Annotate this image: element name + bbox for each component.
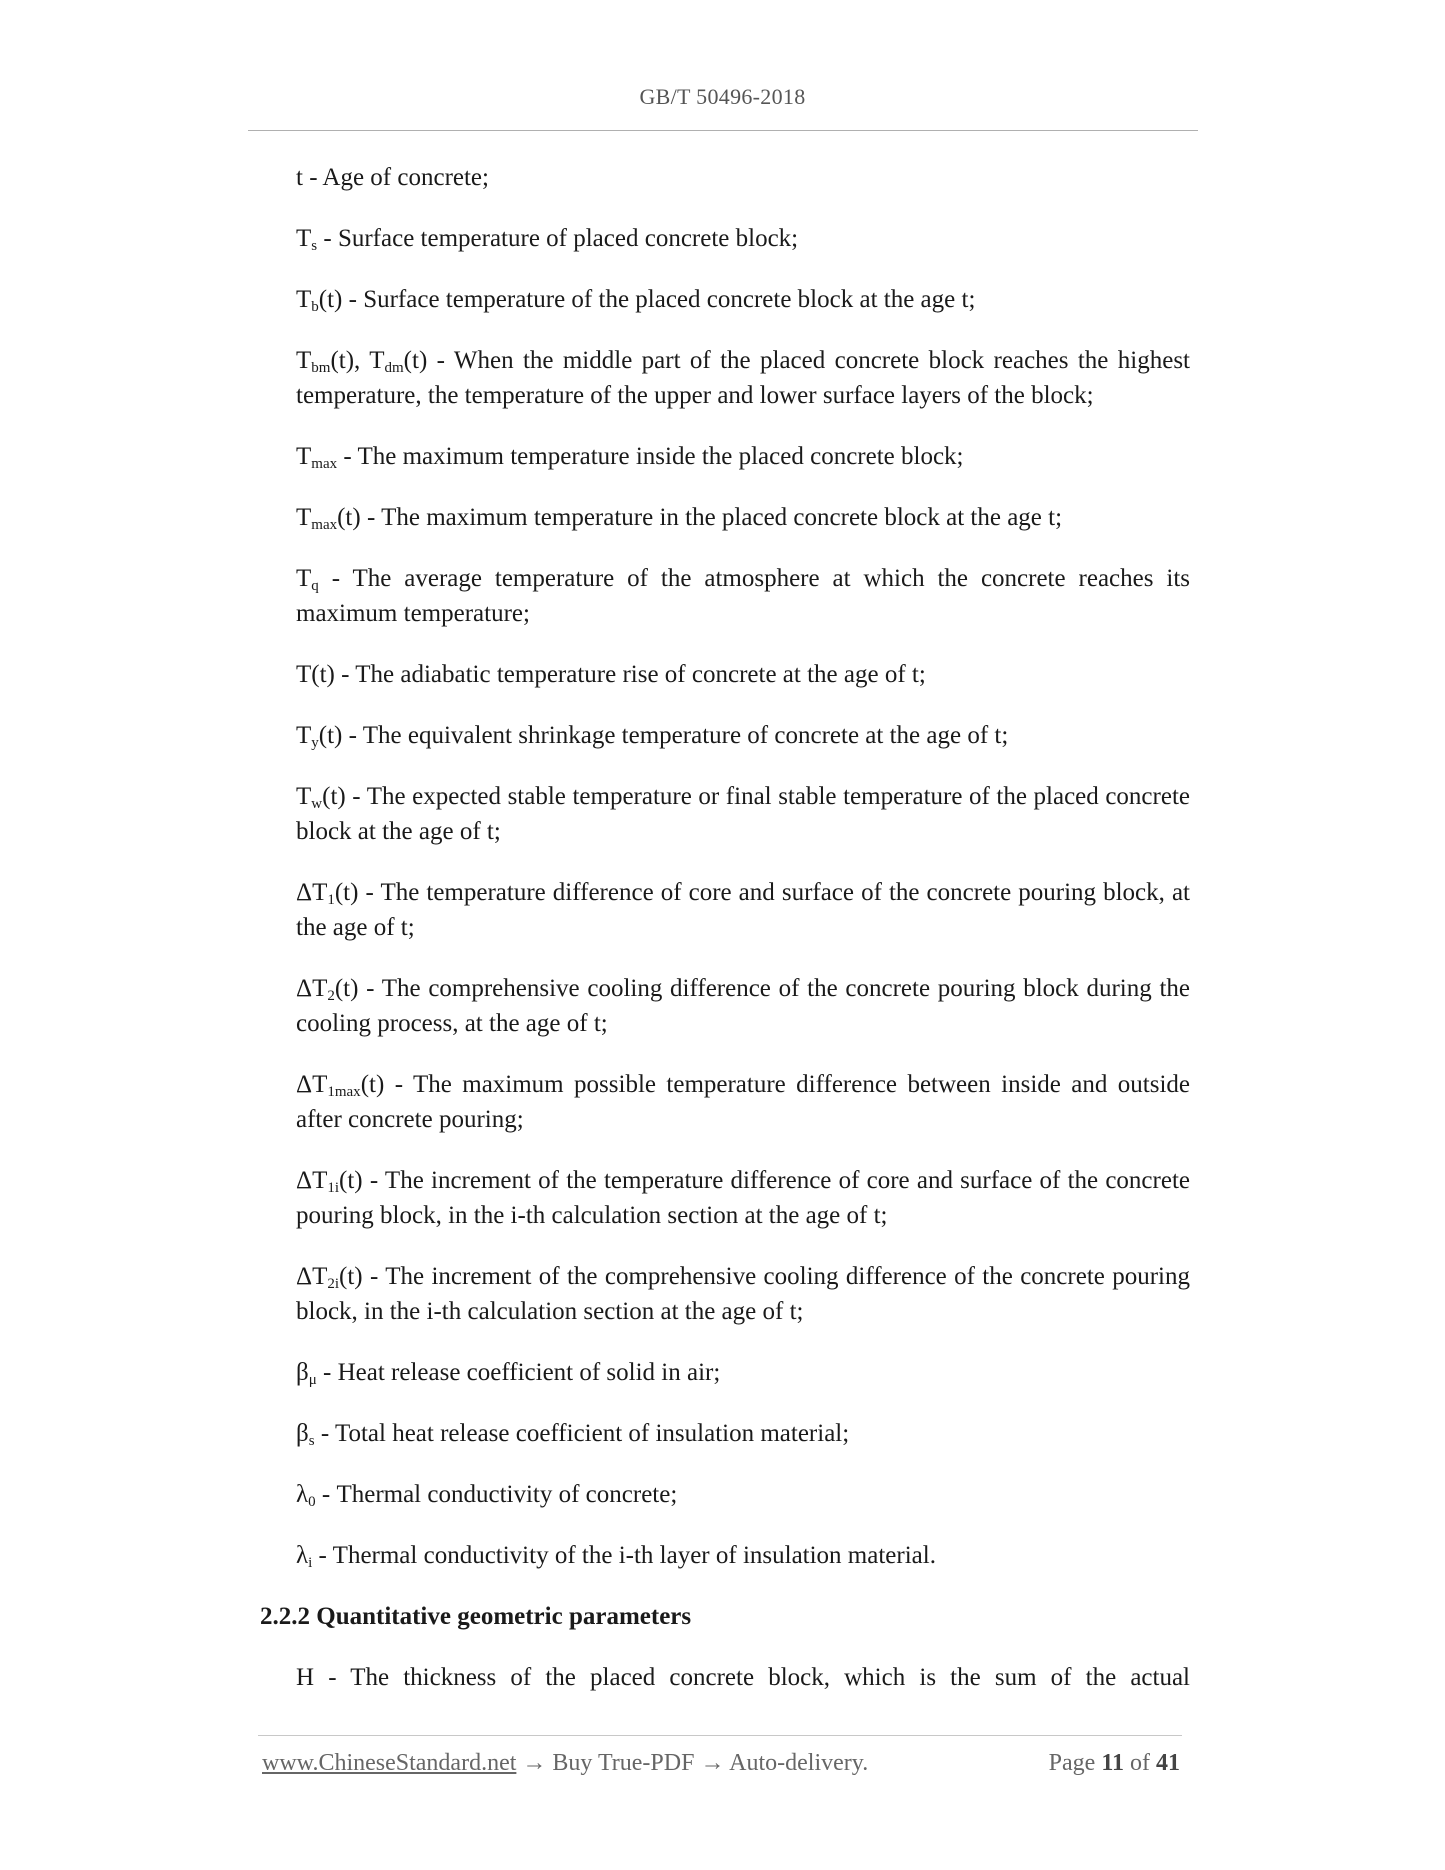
definition-text: - Total heat release coefficient of insulation material;	[314, 1420, 850, 1447]
header-divider	[248, 130, 1198, 131]
symbol: ΔT	[296, 1263, 328, 1290]
symbol-subscript: s	[311, 238, 318, 254]
symbol: T	[296, 225, 312, 252]
definition-item	[296, 1355, 1190, 1390]
definition-item	[296, 1538, 1190, 1573]
symbol: T	[296, 347, 312, 374]
symbol-subscript: 1i	[327, 1180, 340, 1196]
symbol: T	[296, 504, 312, 531]
page-header-title: GB/T 50496-2018	[639, 84, 806, 109]
document-body	[260, 160, 1190, 1721]
definition-text: (t) - The expected stable temperature or final stable temperature of the placed concrete block at the age of t;	[296, 783, 1190, 845]
definition-text: - The adiabatic temperature rise of concrete at the age of t;	[334, 661, 926, 688]
symbol: ΔT	[296, 879, 328, 906]
symbol-subscript: s	[308, 1433, 315, 1449]
symbol: T	[296, 286, 312, 313]
symbol-subscript: bm	[311, 360, 331, 376]
definition-item	[296, 221, 1190, 256]
symbol-subscript: q	[311, 578, 319, 594]
symbol-subscript: w	[311, 796, 323, 812]
definition-text: - The maximum temperature inside the placed concrete block;	[337, 443, 964, 470]
symbol: ΔT	[296, 1071, 328, 1098]
symbol-subscript: 0	[308, 1494, 316, 1510]
symbol-subscript: y	[311, 735, 319, 751]
definition-item	[296, 282, 1190, 317]
definition-text: - The average temperature of the atmosphere at which the concrete reaches its maximum temperature;	[296, 565, 1190, 627]
definition-item	[296, 875, 1190, 945]
symbol-subscript: 2i	[327, 1276, 340, 1292]
symbol: ΔT	[296, 975, 328, 1002]
definition-item	[296, 1163, 1190, 1233]
definition-text: (t) - Surface temperature of the placed concrete block at the age t;	[318, 286, 976, 313]
definition-text: (t) - The maximum possible temperature difference between inside and outside after concrete pouring;	[296, 1071, 1190, 1133]
symbol-subscript: μ	[308, 1372, 317, 1388]
symbol: T	[296, 443, 312, 470]
definition-text: (t) - The equivalent shrinkage temperature of concrete at the age of t;	[318, 722, 1009, 749]
arrow-icon: →	[700, 1750, 725, 1776]
symbol: β	[296, 1420, 309, 1447]
symbol: (t), T	[330, 347, 385, 374]
buy-true-pdf-text: Buy True-PDF	[552, 1750, 695, 1776]
definition-item	[296, 343, 1190, 413]
definition-item	[296, 1259, 1190, 1329]
definition-item	[296, 971, 1190, 1041]
definition-text: (t) - The increment of the temperature difference of core and surface of the concrete pouring block, in the i-th calculation section at the age of t;	[296, 1167, 1190, 1229]
footer-divider	[258, 1735, 1182, 1736]
definition-item	[296, 561, 1190, 631]
symbol-subscript: 1max	[327, 1084, 361, 1100]
definition-text: (t) - The temperature difference of core and surface of the concrete pouring block, at the age of t;	[296, 879, 1190, 941]
definition-text: - Thermal conductivity of the i-th layer of insulation material.	[312, 1542, 936, 1569]
definition-item	[296, 160, 1190, 195]
symbol-subscript: 2	[327, 988, 335, 1004]
symbol: T	[296, 565, 312, 592]
symbol-subscript: max	[311, 456, 338, 472]
symbol: T	[296, 722, 312, 749]
symbol: ΔT	[296, 1167, 328, 1194]
symbol: T(t)	[296, 661, 335, 688]
symbol: λ	[296, 1481, 309, 1508]
website-link[interactable]: www.ChineseStandard.net	[262, 1750, 517, 1776]
auto-delivery-text: Auto-delivery.	[729, 1750, 869, 1776]
definition-text: (t) - When the middle part of the placed concrete block reaches the highest temperature, the temperature of the upper and lower surface layers of the block;	[296, 347, 1190, 409]
definition-item	[296, 657, 1190, 692]
page-number: Page 11 of 41	[1048, 1750, 1180, 1776]
arrow-icon: →	[522, 1750, 547, 1776]
total-pages: 41	[1156, 1750, 1180, 1776]
definition-item	[296, 1416, 1190, 1451]
symbol-subscript: 1	[327, 892, 335, 908]
definition-text: (t) - The maximum temperature in the placed concrete block at the age t;	[337, 504, 1063, 531]
symbol: T	[296, 783, 312, 810]
symbol: t	[296, 164, 303, 191]
definition-item	[296, 1067, 1190, 1137]
symbol-subscript: b	[311, 299, 319, 315]
definition-text: - Age of concrete;	[302, 164, 489, 191]
definition-text: - Surface temperature of placed concrete block;	[317, 225, 799, 252]
definition-item	[296, 779, 1190, 849]
definition-text: - Heat release coefficient of solid in air;	[316, 1359, 721, 1386]
symbol-subscript: dm	[384, 360, 404, 376]
symbol: β	[296, 1359, 309, 1386]
current-page: 11	[1101, 1750, 1124, 1776]
definition-item	[296, 439, 1190, 474]
symbol-subscript: max	[311, 517, 338, 533]
section-heading: 2.2.2 Quantitative geometric parameters	[260, 1603, 692, 1630]
definition-text: (t) - The comprehensive cooling difference of the concrete pouring block during the cooling process, at the age of t;	[296, 975, 1190, 1037]
body-paragraph: H - The thickness of the placed concrete block, which is the sum of the actual	[296, 1664, 1190, 1691]
symbol-subscript: i	[308, 1555, 313, 1571]
definition-item	[296, 1477, 1190, 1512]
symbol-definitions-list	[296, 160, 1190, 1573]
symbol: λ	[296, 1542, 309, 1569]
definition-text: - Thermal conductivity of concrete;	[315, 1481, 678, 1508]
definition-text: (t) - The increment of the comprehensive cooling difference of the concrete pouring block, in the i-th calculation section at the age of t;	[296, 1263, 1190, 1325]
definition-item	[296, 500, 1190, 535]
definition-item	[296, 718, 1190, 753]
